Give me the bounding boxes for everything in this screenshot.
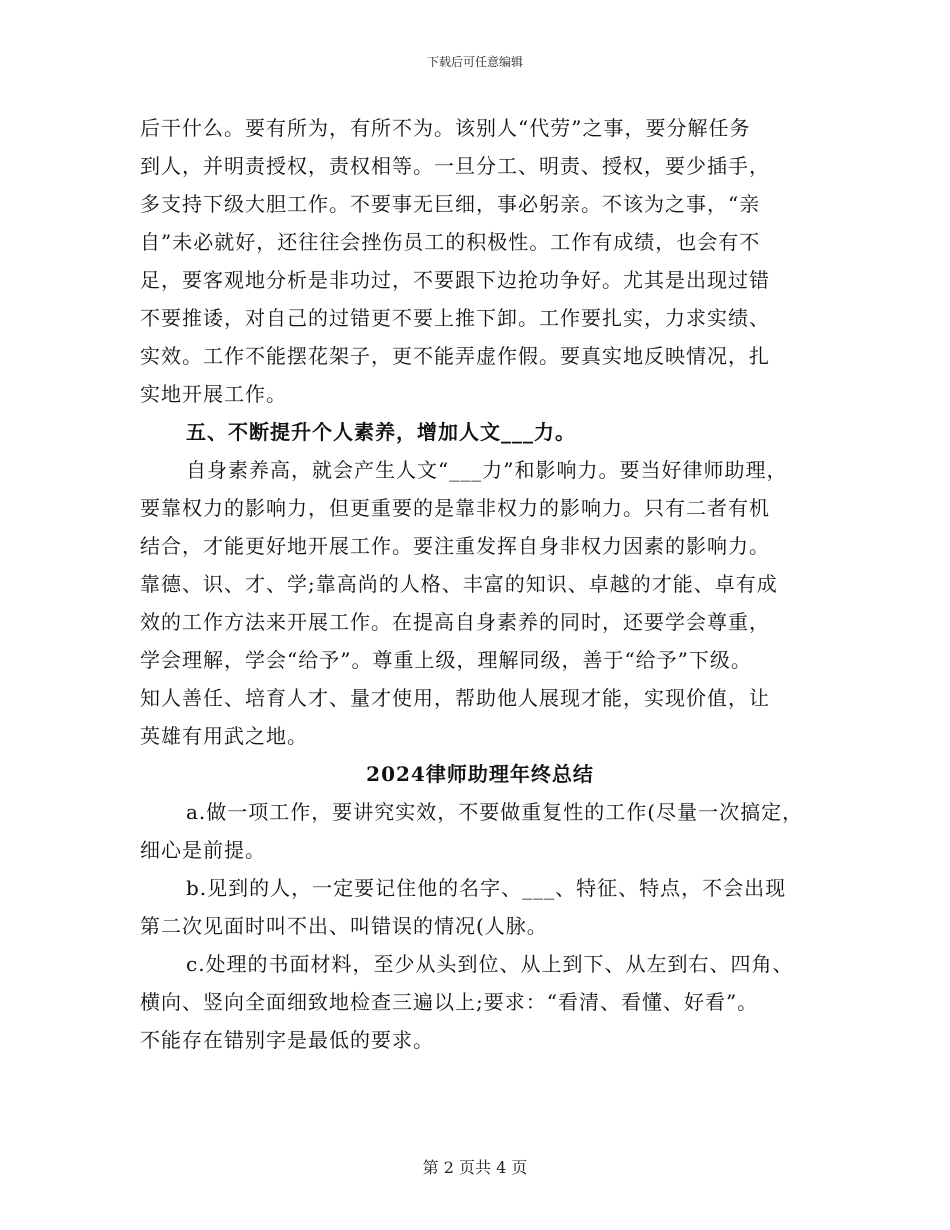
page-footer: 第 2 页共 4 页 — [422, 1158, 528, 1177]
text-line: 第二次见面时叫不出、叫错误的情况(人脉。 — [140, 914, 548, 938]
text-line: 实效。工作不能摆花架子，更不能弄虚作假。要真实地反映情况，扎 — [140, 344, 770, 368]
text-line: 要靠权力的影响力，但更重要的是靠非权力的影响力。只有二者有机 — [140, 496, 770, 520]
text-line: 英雄有用武之地。 — [140, 724, 308, 748]
text-line: 效的工作方法来开展工作。在提高自身素养的同时，还要学会尊重， — [140, 610, 770, 634]
text-line: 自身素养高，就会产生人文“___力”和影响力。要当好律师助理， — [186, 458, 788, 482]
section-heading: 五、不断提升个人素养，增加人文___力。 — [186, 420, 576, 444]
text-line: 后干什么。要有所为，有所不为。该别人“代劳”之事，要分解任务 — [140, 116, 751, 140]
text-line: 多支持下级大胆工作。不要事无巨细，事必躬亲。不该为之事，“亲 — [140, 192, 761, 216]
text-line: 不要推诿，对自己的过错更不要上推下卸。工作要扎实，力求实绩、 — [140, 306, 770, 330]
text-line: 横向、竖向全面细致地检查三遍以上;要求：“看清、看懂、好看”。 — [140, 990, 759, 1014]
text-line: 知人善任、培育人才、量才使用，帮助他人展现才能，实现价值，让 — [140, 686, 770, 710]
text-line: b.见到的人，一定要记住他的名字、___、特征、特点，不会出现 — [186, 876, 787, 900]
text-line: 结合，才能更好地开展工作。要注重发挥自身非权力因素的影响力。 — [140, 534, 770, 558]
text-line: 自”未必就好，还往往会挫伤员工的积极性。工作有成绩，也会有不 — [140, 230, 761, 254]
text-line: 足，要客观地分析是非功过，不要跟下边抢功争好。尤其是出现过错 — [140, 268, 770, 292]
text-line: c.处理的书面材料，至少从头到位、从上到下、从左到右、四角、 — [186, 952, 794, 976]
text-line: 学会理解，学会“给予”。尊重上级，理解同级，善于“给予”下级。 — [140, 648, 752, 672]
text-line: 实地开展工作。 — [140, 382, 287, 406]
document-body — [140, 0, 820, 1100]
document-title: 2024律师助理年终总结 — [366, 762, 594, 786]
text-line: 靠德、识、才、学;靠高尚的人格、丰富的知识、卓越的才能、卓有成 — [140, 572, 778, 596]
text-line: 不能存在错别字是最低的要求。 — [140, 1028, 434, 1052]
text-line: 细心是前提。 — [140, 838, 266, 862]
text-line: 到人，并明责授权，责权相等。一旦分工、明责、授权，要少插手， — [140, 154, 770, 178]
page-header: 下载后可任意编辑 — [426, 55, 523, 69]
text-line: a.做一项工作，要讲究实效，不要做重复性的工作(尽量一次搞定， — [186, 800, 804, 824]
